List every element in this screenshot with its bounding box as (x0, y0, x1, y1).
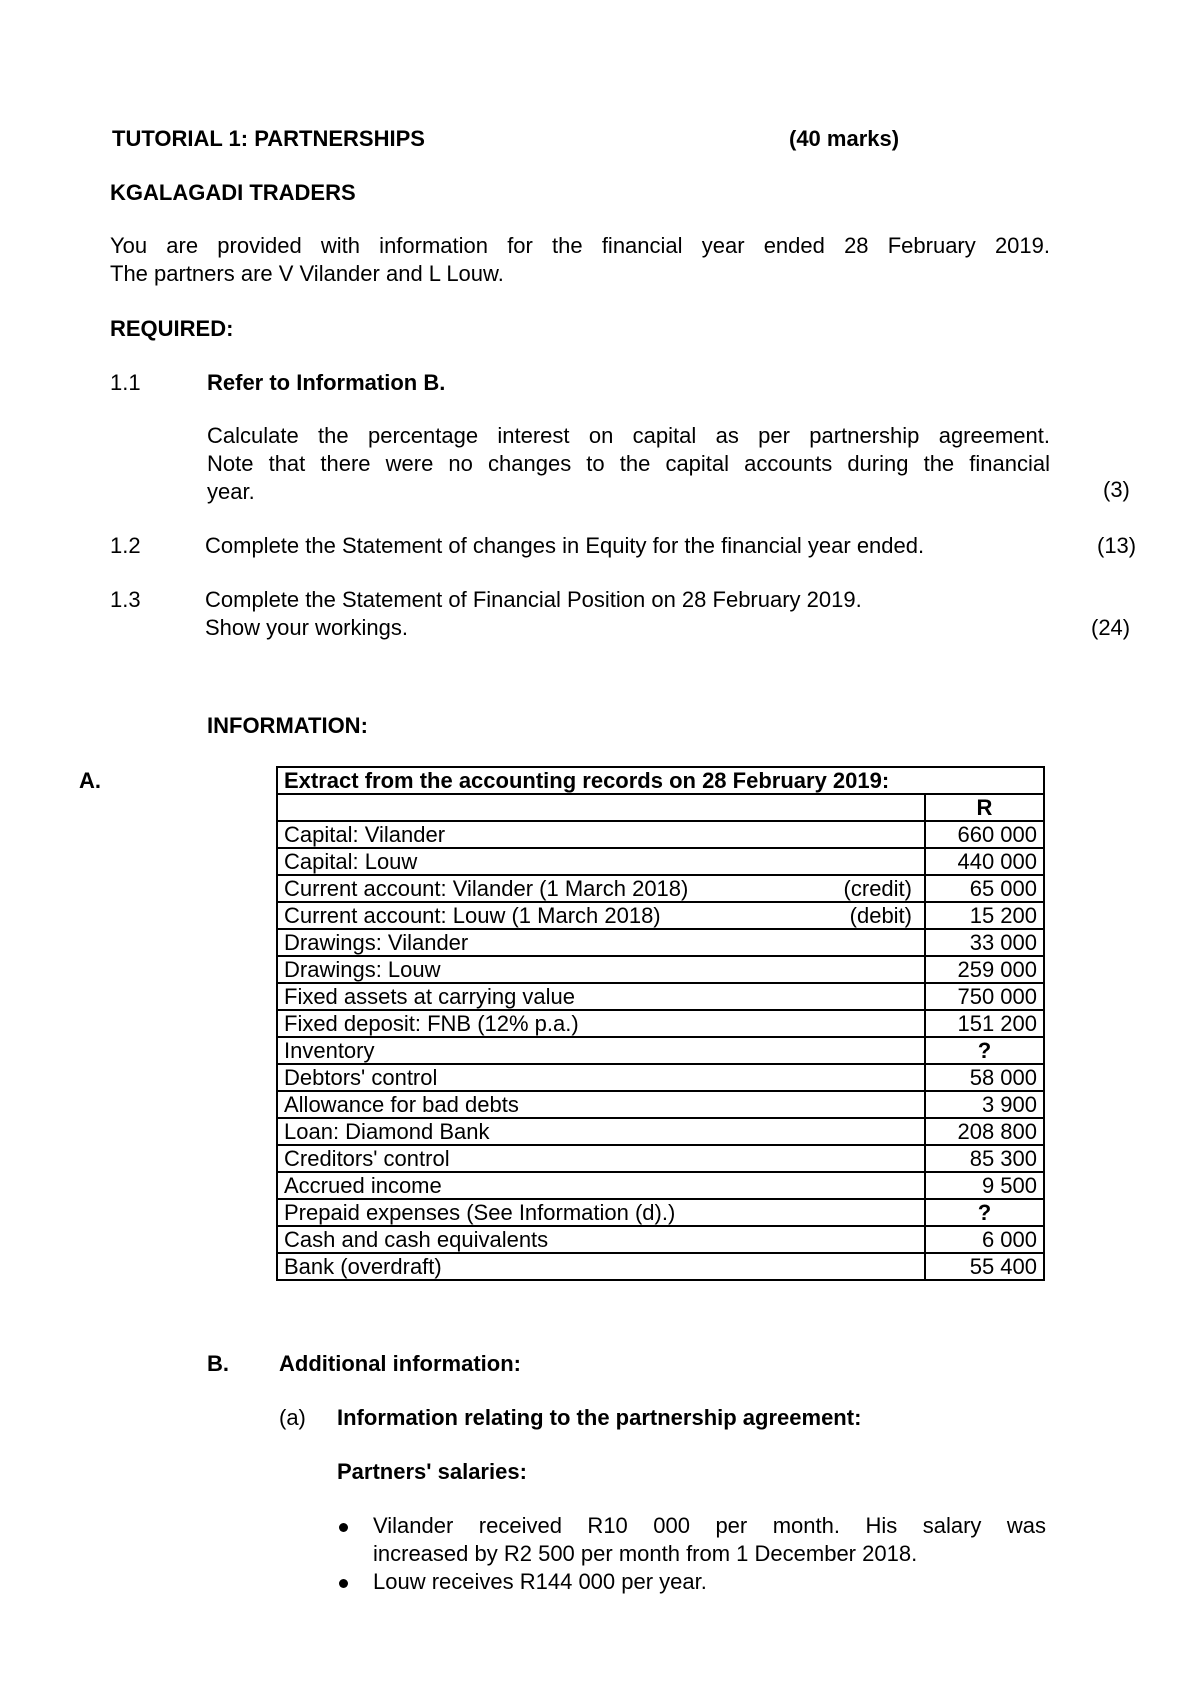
question-1-1-number: 1.1 (110, 370, 141, 395)
question-1-3-line-2: Show your workings. (205, 615, 408, 640)
row-amount: 15 200 (925, 902, 1044, 929)
row-label-cell (277, 1010, 925, 1037)
table-row (277, 1226, 1044, 1253)
row-label: Inventory (284, 1037, 375, 1063)
table-row (277, 983, 1044, 1010)
question-1-3-number: 1.3 (110, 587, 141, 612)
row-amount: 9 500 (925, 1172, 1044, 1199)
bullet-icon (339, 1523, 348, 1532)
row-label-cell (277, 848, 925, 875)
row-amount: 208 800 (925, 1118, 1044, 1145)
row-amount: 259 000 (925, 956, 1044, 983)
bullet-1-line-2: increased by R2 500 per month from 1 December 2018. (373, 1541, 918, 1566)
row-amount: 6 000 (925, 1226, 1044, 1253)
row-label: Current account: Louw (1 March 2018) (284, 902, 661, 928)
question-1-1-line-1: Calculate the percentage interest on capital as per partnership agreement. (207, 423, 1050, 448)
table-row (277, 1091, 1044, 1118)
row-amount: 33 000 (925, 929, 1044, 956)
row-label-cell (277, 1253, 925, 1280)
extract-title: Extract from the accounting records on 28 February 2019: (277, 767, 1044, 794)
intro-line-2: The partners are V Vilander and L Louw. (110, 261, 504, 286)
row-label-cell (277, 1145, 925, 1172)
question-1-2-number: 1.2 (110, 533, 141, 558)
bullet-1-line-1: Vilander received R10 000 per month. His salary was (373, 1513, 1046, 1538)
table-row (277, 875, 1044, 902)
row-label: Drawings: Vilander (284, 929, 469, 955)
table-row (277, 902, 1044, 929)
row-amount: 3 900 (925, 1091, 1044, 1118)
table-row (277, 956, 1044, 983)
row-label-cell (277, 1226, 925, 1253)
row-label: Fixed deposit: FNB (12% p.a.) (284, 1010, 579, 1036)
table-row (277, 1037, 1044, 1064)
row-label-cell (277, 1064, 925, 1091)
total-marks: (40 marks) (789, 126, 900, 151)
row-label: Capital: Vilander (284, 821, 446, 847)
row-amount: 660 000 (925, 821, 1044, 848)
row-amount: 151 200 (925, 1010, 1044, 1037)
bullet-1-text (373, 1512, 1046, 1568)
row-label: Capital: Louw (284, 848, 418, 874)
row-amount: ? (925, 1199, 1044, 1226)
row-label-cell (277, 1199, 925, 1226)
row-label: Creditors' control (284, 1145, 450, 1171)
row-label: Allowance for bad debts (284, 1091, 519, 1117)
row-label: Prepaid expenses (See Information (d).) (284, 1199, 676, 1225)
row-label: Bank (overdraft) (284, 1253, 442, 1279)
section-b-heading: Additional information: (279, 1351, 521, 1376)
extract-table (276, 766, 1045, 1281)
row-label-cell (277, 902, 925, 929)
table-row (277, 848, 1044, 875)
row-label: Loan: Diamond Bank (284, 1118, 490, 1144)
row-label-cell (277, 983, 925, 1010)
question-1-2-text: Complete the Statement of changes in Equity for the financial year ended. (205, 533, 925, 558)
item-a-heading: Information relating to the partnership agreement: (337, 1405, 862, 1430)
row-note: (debit) (849, 902, 912, 928)
row-amount: 85 300 (925, 1145, 1044, 1172)
table-row (277, 1145, 1044, 1172)
table-row (277, 1064, 1044, 1091)
table-row (277, 1253, 1044, 1280)
table-row (277, 1118, 1044, 1145)
required-heading: REQUIRED: (110, 316, 234, 341)
row-label-cell (277, 929, 925, 956)
question-1-2-marks: (13) (1097, 533, 1137, 558)
row-label: Debtors' control (284, 1064, 438, 1090)
section-b-label: B. (207, 1351, 229, 1376)
bullet-icon (339, 1579, 348, 1588)
row-label-cell (277, 821, 925, 848)
row-amount: 440 000 (925, 848, 1044, 875)
table-row (277, 1172, 1044, 1199)
row-label-cell (277, 1172, 925, 1199)
question-1-3-line-1: Complete the Statement of Financial Position on 28 February 2019. (205, 587, 862, 612)
row-label: Fixed assets at carrying value (284, 983, 576, 1009)
section-a-label: A. (79, 768, 101, 793)
row-label-cell (277, 875, 925, 902)
extract-title-row (277, 767, 1044, 794)
tutorial-title: TUTORIAL 1: PARTNERSHIPS (112, 126, 425, 151)
row-amount: 55 400 (925, 1253, 1044, 1280)
company-name: KGALAGADI TRADERS (110, 180, 356, 205)
intro-paragraph (110, 232, 1050, 288)
question-1-1-title: Refer to Information B. (207, 370, 446, 395)
information-heading: INFORMATION: (207, 713, 368, 738)
extract-header-row (277, 794, 1044, 821)
intro-line-1: You are provided with information for the financial year ended 28 February 2019. (110, 233, 1050, 258)
row-label: Accrued income (284, 1172, 442, 1198)
row-label: Cash and cash equivalents (284, 1226, 549, 1252)
row-label-cell (277, 1118, 925, 1145)
table-row (277, 821, 1044, 848)
question-1-1-text (207, 422, 1050, 506)
extract-header-blank (277, 794, 925, 821)
question-1-3-marks: (24) (1091, 615, 1131, 640)
bullet-2-text: Louw receives R144 000 per year. (373, 1569, 707, 1594)
row-note: (credit) (843, 875, 912, 901)
table-row (277, 1199, 1044, 1226)
row-amount: ? (925, 1037, 1044, 1064)
row-label: Current account: Vilander (1 March 2018) (284, 875, 689, 901)
row-amount: 65 000 (925, 875, 1044, 902)
row-label-cell (277, 1091, 925, 1118)
question-1-1-line-2: Note that there were no changes to the capital accounts during the financial (207, 451, 1050, 476)
table-row (277, 1010, 1044, 1037)
row-label-cell (277, 956, 925, 983)
row-label-cell (277, 1037, 925, 1064)
question-1-1-line-3: year. (207, 479, 255, 504)
row-amount: 750 000 (925, 983, 1044, 1010)
extract-currency-header: R (925, 794, 1044, 821)
row-label: Drawings: Louw (284, 956, 441, 982)
table-row (277, 929, 1044, 956)
row-amount: 58 000 (925, 1064, 1044, 1091)
question-1-1-marks: (3) (1103, 477, 1130, 502)
item-a-letter: (a) (279, 1405, 306, 1430)
partners-salaries-heading: Partners' salaries: (337, 1459, 527, 1484)
